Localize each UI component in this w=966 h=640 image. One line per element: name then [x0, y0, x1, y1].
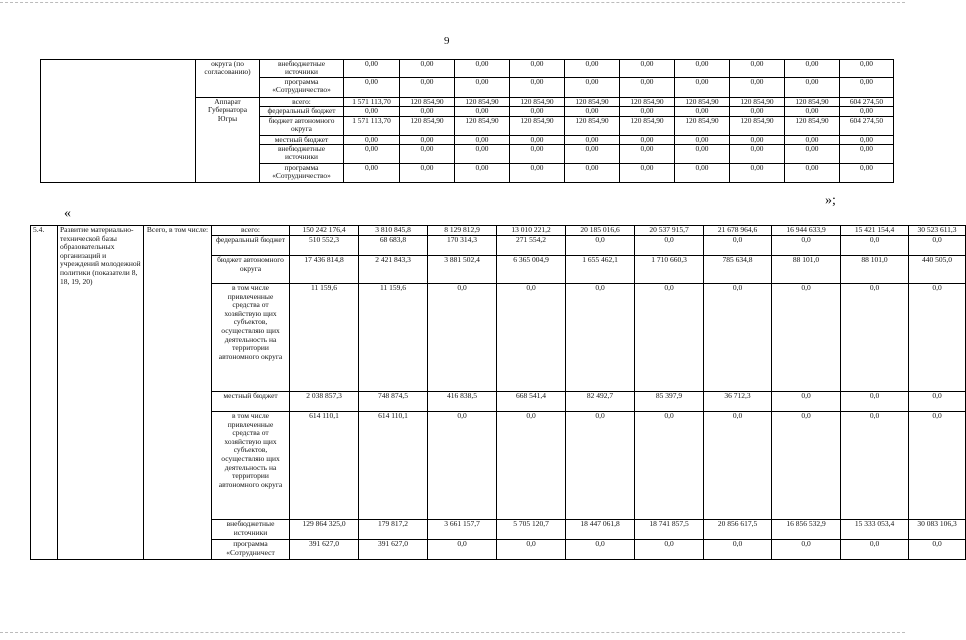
value-cell: 120 854,90	[675, 116, 730, 135]
executor-cell: округа (по согласованию)	[196, 60, 260, 98]
value-cell: 88 101,0	[841, 256, 909, 284]
source-label: программа «Сотрудничест	[212, 540, 290, 560]
value-cell: 68 683,8	[359, 236, 428, 256]
source-label: в том числе привлеченные средства от хозяйствую щих субъектов, осуществляю щих деятельность на территории автономного округа	[212, 412, 290, 520]
value-cell: 0,0	[772, 412, 841, 520]
opening-quote: «	[64, 206, 71, 221]
value-cell: 0,00	[565, 164, 620, 183]
value-cell: 0,0	[772, 284, 841, 392]
value-cell: 0,00	[400, 135, 455, 144]
value-cell: 0,00	[400, 77, 455, 97]
value-cell: 120 854,90	[785, 116, 840, 135]
value-cell: 0,00	[730, 164, 785, 183]
value-cell: 0,00	[730, 60, 785, 78]
value-cell: 0,00	[565, 107, 620, 116]
budget-table-continuation	[40, 59, 894, 183]
value-cell: 120 854,90	[400, 116, 455, 135]
value-cell: 0,00	[675, 77, 730, 97]
value-cell: 0,00	[455, 107, 510, 116]
value-cell: 0,00	[840, 77, 894, 97]
value-cell: 129 864 325,0	[290, 520, 359, 540]
value-cell: 748 874,5	[359, 392, 428, 412]
value-cell: 0,0	[497, 540, 566, 560]
value-cell: 0,00	[455, 164, 510, 183]
value-cell: 0,00	[344, 164, 400, 183]
value-cell: 0,0	[497, 412, 566, 520]
item-number: 5.4.	[31, 226, 58, 560]
value-cell: 0,0	[635, 284, 704, 392]
table-row	[31, 226, 966, 236]
value-cell: 1 571 113,70	[344, 116, 400, 135]
closing-quote: »;	[825, 193, 836, 208]
value-cell: 0,00	[510, 60, 565, 78]
value-cell: 0,00	[510, 164, 565, 183]
value-cell: 3 881 502,4	[428, 256, 497, 284]
value-cell: 0,0	[909, 236, 966, 256]
value-cell: 271 554,2	[497, 236, 566, 256]
value-cell: 0,00	[565, 145, 620, 164]
value-cell: 0,00	[620, 135, 675, 144]
value-cell: 3 810 845,8	[359, 226, 428, 236]
value-cell: 0,0	[635, 412, 704, 520]
empty-cell	[41, 60, 196, 183]
value-cell: 20 185 016,6	[566, 226, 635, 236]
value-cell: 0,00	[675, 60, 730, 78]
value-cell: 785 634,8	[704, 256, 772, 284]
source-label: программа «Сотрудничество»	[260, 77, 344, 97]
value-cell: 510 552,3	[290, 236, 359, 256]
source-label: местный бюджет	[212, 392, 290, 412]
value-cell: 11 159,6	[359, 284, 428, 392]
value-cell: 0,00	[675, 107, 730, 116]
value-cell: 0,0	[566, 540, 635, 560]
value-cell: 0,00	[620, 60, 675, 78]
value-cell: 2 421 843,3	[359, 256, 428, 284]
value-cell: 0,0	[841, 540, 909, 560]
value-cell: 0,0	[428, 412, 497, 520]
value-cell: 3 661 157,7	[428, 520, 497, 540]
value-cell: 1 655 462,1	[566, 256, 635, 284]
page-number: 9	[444, 35, 450, 47]
value-cell: 120 854,90	[510, 97, 565, 106]
bottom-scan-border	[0, 632, 905, 633]
value-cell: 15 421 154,4	[841, 226, 909, 236]
value-cell: 6 365 004,9	[497, 256, 566, 284]
value-cell: 0,00	[344, 77, 400, 97]
source-label: в том числе привлеченные средства от хозяйствую щих субъектов, осуществляю щих деятельность на территории автономного округа	[212, 284, 290, 392]
value-cell: 88 101,0	[772, 256, 841, 284]
value-cell: 0,00	[400, 60, 455, 78]
value-cell: 0,0	[909, 540, 966, 560]
source-label: внебюджетные источники	[212, 520, 290, 540]
budget-table-item-5-4	[30, 225, 966, 560]
value-cell: 391 627,0	[359, 540, 428, 560]
value-cell: 0,0	[772, 392, 841, 412]
budget-table-body	[41, 60, 894, 183]
value-cell: 0,0	[909, 392, 966, 412]
value-cell: 0,0	[841, 392, 909, 412]
value-cell: 0,00	[785, 135, 840, 144]
value-cell: 21 678 964,6	[704, 226, 772, 236]
value-cell: 0,0	[772, 540, 841, 560]
value-cell: 0,0	[841, 236, 909, 256]
value-cell: 0,00	[675, 164, 730, 183]
source-label: местный бюджет	[260, 135, 344, 144]
value-cell: 0,00	[344, 107, 400, 116]
value-cell: 0,0	[704, 540, 772, 560]
source-label: внебюджетные источники	[260, 145, 344, 164]
value-cell: 0,0	[566, 236, 635, 256]
value-cell: 0,0	[909, 284, 966, 392]
value-cell: 8 129 812,9	[428, 226, 497, 236]
value-cell: 0,0	[566, 284, 635, 392]
value-cell: 0,00	[510, 145, 565, 164]
value-cell: 0,0	[635, 540, 704, 560]
value-cell: 0,00	[675, 145, 730, 164]
value-cell: 0,00	[510, 135, 565, 144]
value-cell: 391 627,0	[290, 540, 359, 560]
value-cell: 0,0	[841, 284, 909, 392]
value-cell: 0,00	[730, 135, 785, 144]
source-label: внебюджетные источники	[260, 60, 344, 78]
item-name: Развитие материально-технической базы образовательных организаций и учреждений молодежной политики (показатели 8, 18, 19, 20)	[58, 226, 144, 560]
value-cell: 614 110,1	[359, 412, 428, 520]
value-cell: 18 741 857,5	[635, 520, 704, 540]
value-cell: 0,0	[841, 412, 909, 520]
value-cell: 0,0	[704, 412, 772, 520]
value-cell: 120 854,90	[455, 116, 510, 135]
value-cell: 15 333 053,4	[841, 520, 909, 540]
value-cell: 120 854,90	[620, 116, 675, 135]
value-cell: 120 854,90	[565, 116, 620, 135]
value-cell: 0,0	[428, 284, 497, 392]
value-cell: 0,00	[730, 145, 785, 164]
value-cell: 170 314,3	[428, 236, 497, 256]
value-cell: 0,00	[455, 60, 510, 78]
top-scan-border	[0, 2, 905, 3]
value-cell: 440 505,0	[909, 256, 966, 284]
value-cell: 13 010 221,2	[497, 226, 566, 236]
value-cell: 120 854,90	[785, 97, 840, 106]
value-cell: 604 274,50	[840, 116, 894, 135]
value-cell: 120 854,90	[675, 97, 730, 106]
value-cell: 0,00	[344, 135, 400, 144]
value-cell: 5 705 120,7	[497, 520, 566, 540]
value-cell: 36 712,3	[704, 392, 772, 412]
value-cell: 120 854,90	[620, 97, 675, 106]
value-cell: 0,00	[400, 107, 455, 116]
value-cell: 120 854,90	[455, 97, 510, 106]
value-cell: 11 159,6	[290, 284, 359, 392]
value-cell: 0,00	[565, 135, 620, 144]
value-cell: 120 854,90	[730, 97, 785, 106]
value-cell: 0,0	[428, 540, 497, 560]
source-label: федеральный бюджет	[212, 236, 290, 256]
source-label: бюджет автономного округа	[260, 116, 344, 135]
value-cell: 0,0	[909, 412, 966, 520]
value-cell: 0,00	[785, 145, 840, 164]
source-label: всего:	[260, 97, 344, 106]
value-cell: 150 242 176,4	[290, 226, 359, 236]
value-cell: 0,00	[840, 145, 894, 164]
value-cell: 0,00	[620, 145, 675, 164]
value-cell: 0,00	[510, 77, 565, 97]
value-cell: 0,00	[785, 77, 840, 97]
value-cell: 0,0	[497, 284, 566, 392]
value-cell: 0,00	[620, 164, 675, 183]
value-cell: 0,00	[785, 107, 840, 116]
value-cell: 614 110,1	[290, 412, 359, 520]
total-label: Всего, в том числе:	[144, 226, 212, 560]
value-cell: 1 710 660,3	[635, 256, 704, 284]
value-cell: 120 854,90	[730, 116, 785, 135]
value-cell: 0,00	[565, 77, 620, 97]
source-label: программа «Сотрудничество»	[260, 164, 344, 183]
value-cell: 20 537 915,7	[635, 226, 704, 236]
value-cell: 18 447 061,8	[566, 520, 635, 540]
value-cell: 0,0	[704, 284, 772, 392]
value-cell: 416 838,5	[428, 392, 497, 412]
value-cell: 0,0	[704, 236, 772, 256]
value-cell: 0,00	[455, 135, 510, 144]
value-cell: 179 817,2	[359, 520, 428, 540]
value-cell: 16 856 532,9	[772, 520, 841, 540]
value-cell: 120 854,90	[510, 116, 565, 135]
value-cell: 1 571 113,70	[344, 97, 400, 106]
value-cell: 16 944 633,9	[772, 226, 841, 236]
executor-cell: Аппарат Губернатора Югры	[196, 97, 260, 182]
value-cell: 0,00	[400, 145, 455, 164]
source-label: бюджет автономного округа	[212, 256, 290, 284]
value-cell: 2 038 857,3	[290, 392, 359, 412]
value-cell: 17 436 814,8	[290, 256, 359, 284]
table-row	[41, 60, 894, 78]
value-cell: 82 492,7	[566, 392, 635, 412]
source-label: всего:	[212, 226, 290, 236]
value-cell: 0,00	[785, 60, 840, 78]
value-cell: 0,00	[455, 145, 510, 164]
value-cell: 85 397,9	[635, 392, 704, 412]
value-cell: 0,00	[840, 135, 894, 144]
value-cell: 0,00	[675, 135, 730, 144]
value-cell: 604 274,50	[840, 97, 894, 106]
value-cell: 0,00	[565, 60, 620, 78]
value-cell: 120 854,90	[565, 97, 620, 106]
value-cell: 30 083 106,3	[909, 520, 966, 540]
value-cell: 0,00	[840, 107, 894, 116]
budget-table-body	[31, 226, 966, 560]
value-cell: 0,00	[840, 164, 894, 183]
value-cell: 0,00	[510, 107, 565, 116]
value-cell: 0,00	[730, 77, 785, 97]
value-cell: 0,00	[730, 107, 785, 116]
value-cell: 20 856 617,5	[704, 520, 772, 540]
value-cell: 0,00	[455, 77, 510, 97]
value-cell: 0,0	[772, 236, 841, 256]
source-label: федеральный бюджет	[260, 107, 344, 116]
value-cell: 0,00	[344, 145, 400, 164]
value-cell: 0,00	[620, 77, 675, 97]
value-cell: 0,0	[635, 236, 704, 256]
value-cell: 0,00	[400, 164, 455, 183]
value-cell: 0,0	[566, 412, 635, 520]
value-cell: 0,00	[785, 164, 840, 183]
value-cell: 0,00	[620, 107, 675, 116]
value-cell: 30 523 611,3	[909, 226, 966, 236]
value-cell: 668 541,4	[497, 392, 566, 412]
value-cell: 0,00	[344, 60, 400, 78]
value-cell: 0,00	[840, 60, 894, 78]
value-cell: 120 854,90	[400, 97, 455, 106]
